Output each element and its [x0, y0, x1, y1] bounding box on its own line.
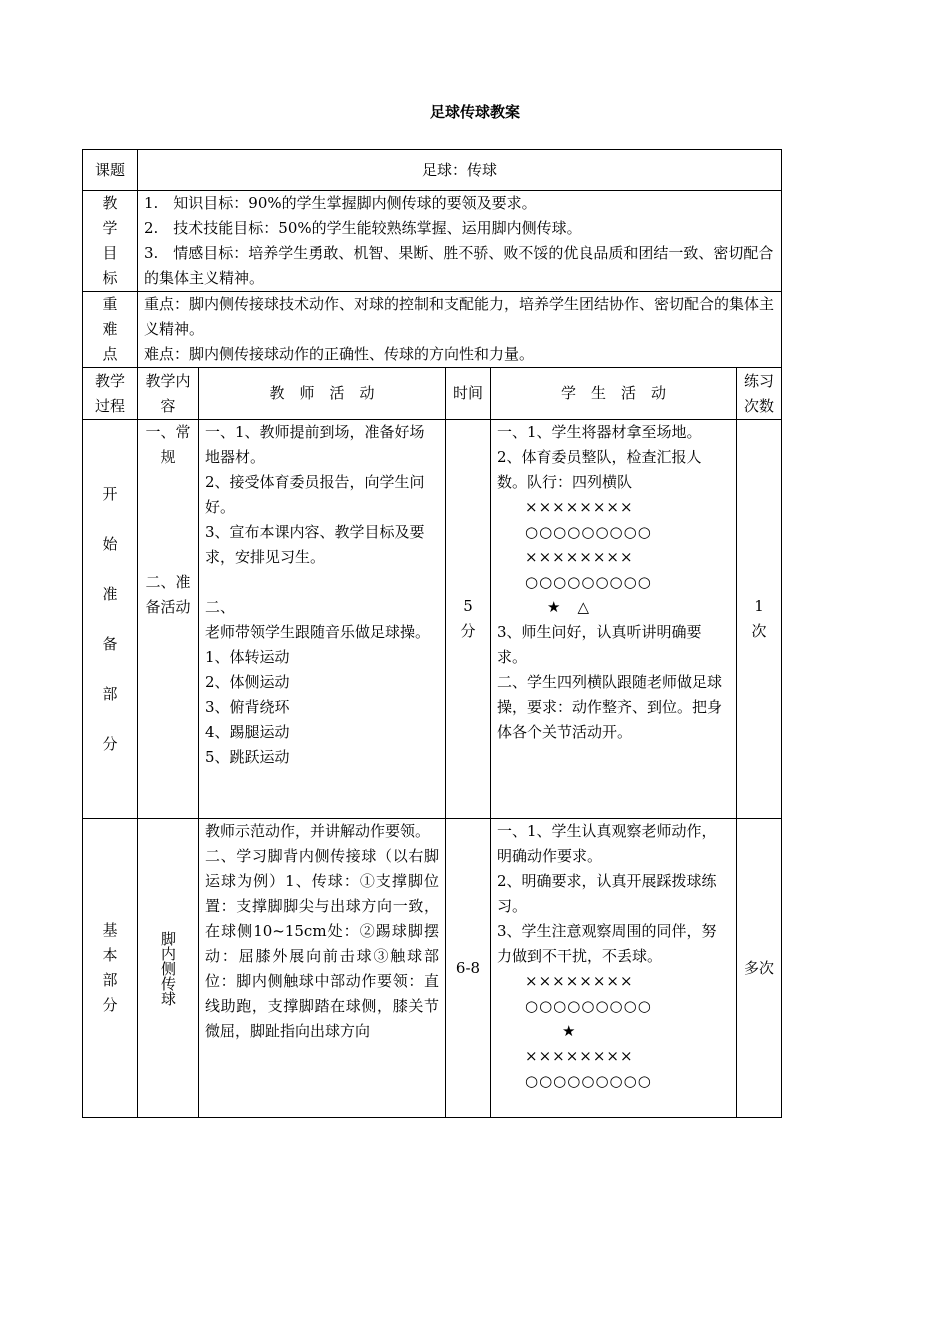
- formation-row: ★ △: [547, 598, 590, 616]
- goal-emotion: 3. 情感目标：培养学生勇敢、机智、果断、胜不骄、败不馁的优良品质和团结一致、密切配合的集体主义精神。: [144, 244, 774, 287]
- student-step: 2、体育委员整队，检查汇报人数。队行：四列横队: [497, 448, 702, 491]
- teacher-step: 二、: [205, 598, 236, 616]
- teacher-step: 教师示范动作，并讲解动作要领。: [205, 822, 431, 840]
- student-step: 二、学生四列横队跟随老师做足球操，要求：动作整齐、到位。把身体各个关节活动开。: [497, 673, 723, 741]
- formation-row: ○○○○○○○○○: [525, 1072, 652, 1090]
- goal-knowledge: 1. 知识目标：90%的学生掌握脚内侧传球的要领及要求。: [144, 194, 537, 212]
- goals-row: [83, 191, 782, 292]
- practice-value: 多次: [744, 958, 775, 977]
- basic-time: [446, 819, 491, 1118]
- basic-section-row: [83, 819, 782, 1118]
- student-step: 2、明确要求，认真开展踩拨球练习。: [497, 872, 717, 915]
- teacher-step: 老师带领学生跟随音乐做足球操。: [205, 623, 431, 641]
- content-inside-foot-pass: 脚内侧传球: [159, 930, 177, 1006]
- keys-row: [83, 292, 782, 368]
- exercise-item: 2、体侧运动: [205, 673, 290, 691]
- start-time: [446, 420, 491, 819]
- topic-value: 足球：传球: [138, 150, 782, 191]
- goal-skill: 2. 技术技能目标：50%的学生能较熟练掌握、运用脚内侧传球。: [144, 219, 582, 237]
- topic-row: [83, 150, 782, 191]
- header-student: 学 生 活 动: [491, 368, 737, 420]
- formation-row: ○○○○○○○○○: [525, 573, 652, 591]
- formation-row: ○○○○○○○○○: [525, 523, 652, 541]
- exercise-item: 5、跳跃运动: [205, 748, 290, 766]
- teacher-step: 3、宣布本课内容、教学目标及要求，安排见习生。: [205, 523, 425, 566]
- topic-label: 课题: [83, 150, 138, 191]
- formation-row: ××××××××: [525, 972, 634, 990]
- teacher-step: 一、1、教师提前到场，准备好场地器材。: [205, 423, 425, 466]
- student-step: 3、师生问好，认真听讲明确要求。: [497, 623, 702, 666]
- exercise-item: 1、体转运动: [205, 648, 290, 666]
- header-time: 时间: [446, 368, 491, 420]
- content-warmup: 二、准 备活动: [145, 573, 191, 616]
- formation-row: ××××××××: [525, 548, 634, 566]
- student-step: 一、1、学生认真观察老师动作，明确动作要求。: [497, 822, 717, 865]
- teacher-step: 二、学习脚背内侧传接球（以右脚运球为例）1、传球：①支撑脚位置：支撑脚脚尖与出球方向一致，在球侧10~15cm处：②踢球脚摆动：屈膝外展向前击球③触球部位：脚内侧触球中部动作要领：直线助跑，支撑脚踏在球侧，膝关节微屈，脚趾指向出球方向: [205, 847, 439, 1040]
- keys-content: [138, 292, 782, 368]
- formation-row: ××××××××: [525, 498, 634, 516]
- header-content: 教学内容: [138, 368, 199, 420]
- formation-row: ★: [562, 1022, 577, 1040]
- basic-content: [138, 819, 199, 1118]
- start-section-row: [83, 420, 782, 819]
- practice-value: 1次: [751, 597, 767, 640]
- time-value: 6-8: [455, 958, 481, 977]
- basic-practice: [737, 819, 782, 1118]
- header-teacher: 教 师 活 动: [199, 368, 446, 420]
- exercise-item: 3、俯背绕环: [205, 698, 290, 716]
- start-student-activity: [491, 420, 737, 819]
- start-process-label: 开 始 准 备 部 分: [83, 420, 138, 819]
- header-practice: 练习次数: [737, 368, 782, 420]
- process-header-row: [83, 368, 782, 420]
- formation-row: ○○○○○○○○○: [525, 997, 652, 1015]
- header-process: 教学过程: [83, 368, 138, 420]
- key-focus: 重点：脚内侧传接球技术动作、对球的控制和支配能力，培养学生团结协作、密切配合的集体主义精神。: [144, 295, 775, 338]
- start-content: [138, 420, 199, 819]
- basic-process-label: 基 本 部 分: [83, 819, 138, 1118]
- basic-student-activity: [491, 819, 737, 1118]
- document-title: 足球传球教案: [429, 103, 520, 121]
- student-step: 3、学生注意观察周围的同伴，努力做到不干扰，不丢球。: [497, 922, 717, 965]
- student-step: 一、1、学生将器材拿至场地。: [497, 423, 702, 441]
- goals-content: [138, 191, 782, 292]
- time-value: 5分: [460, 597, 476, 640]
- key-difficulty: 难点：脚内侧传接球动作的正确性、传球的方向性和力量。: [144, 345, 535, 363]
- start-teacher-activity: [199, 420, 446, 819]
- goals-label: 教 学 目 标: [83, 191, 138, 292]
- start-practice: [737, 420, 782, 819]
- lesson-plan-table: [82, 149, 782, 1118]
- teacher-step: 2、接受体育委员报告，向学生问好。: [205, 473, 425, 516]
- exercise-item: 4、踢腿运动: [205, 723, 290, 741]
- keys-label: 重 难 点: [83, 292, 138, 368]
- content-routine: 一、常规: [145, 423, 191, 466]
- formation-row: ××××××××: [525, 1047, 634, 1065]
- basic-teacher-activity: [199, 819, 446, 1118]
